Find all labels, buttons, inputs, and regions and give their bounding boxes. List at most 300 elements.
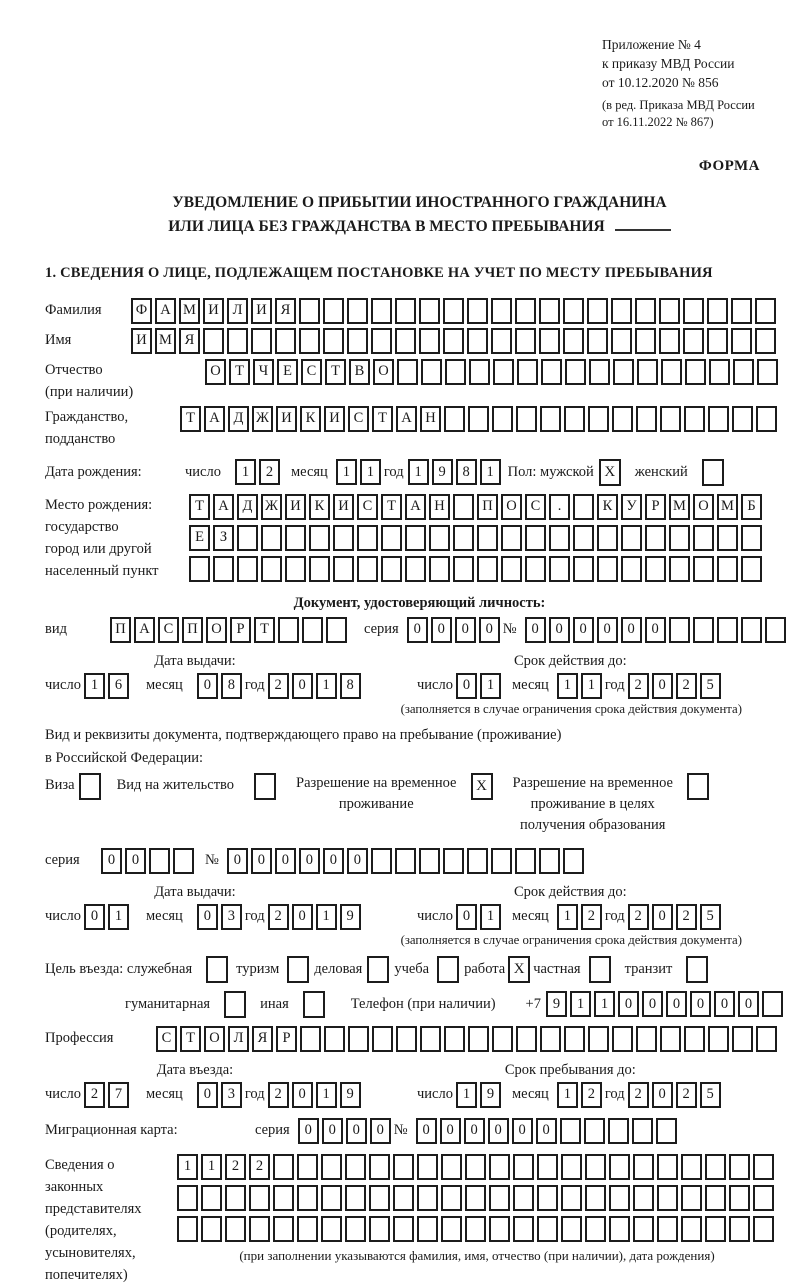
char-box[interactable] — [345, 1185, 366, 1211]
char-box[interactable]: В — [349, 359, 370, 385]
char-box[interactable]: И — [324, 406, 345, 432]
char-box[interactable] — [381, 556, 402, 582]
char-box[interactable] — [549, 556, 570, 582]
char-box[interactable] — [371, 328, 392, 354]
char-box[interactable] — [177, 1185, 198, 1211]
char-box[interactable]: 1 — [108, 904, 129, 930]
char-box[interactable] — [501, 556, 522, 582]
char-box[interactable] — [309, 556, 330, 582]
char-box[interactable] — [729, 1154, 750, 1180]
char-box[interactable]: Р — [276, 1026, 297, 1052]
purpose-official-checkbox[interactable] — [206, 956, 228, 983]
char-box[interactable] — [465, 1185, 486, 1211]
char-box[interactable] — [393, 1154, 414, 1180]
char-box[interactable]: 0 — [227, 848, 248, 874]
char-box[interactable] — [397, 359, 418, 385]
char-box[interactable] — [444, 406, 465, 432]
char-box[interactable] — [659, 328, 680, 354]
char-box[interactable]: 0 — [101, 848, 122, 874]
char-box[interactable] — [683, 328, 704, 354]
purpose-transit-checkbox[interactable] — [686, 956, 708, 983]
char-box[interactable] — [637, 359, 658, 385]
char-box[interactable] — [321, 1154, 342, 1180]
char-box[interactable] — [203, 328, 224, 354]
char-box[interactable]: 2 — [628, 1082, 649, 1108]
char-box[interactable] — [467, 848, 488, 874]
char-box[interactable] — [227, 328, 248, 354]
char-box[interactable] — [302, 617, 323, 643]
char-box[interactable]: 2 — [268, 1082, 289, 1108]
char-box[interactable] — [756, 1026, 777, 1052]
char-box[interactable]: 1 — [201, 1154, 222, 1180]
male-checkbox[interactable]: X — [599, 459, 621, 486]
char-box[interactable]: Т — [180, 1026, 201, 1052]
char-box[interactable]: 0 — [125, 848, 146, 874]
char-box[interactable] — [441, 1154, 462, 1180]
char-box[interactable] — [732, 406, 753, 432]
char-box[interactable] — [371, 848, 392, 874]
char-box[interactable]: О — [205, 359, 226, 385]
char-box[interactable] — [444, 1026, 465, 1052]
char-box[interactable]: Ч — [253, 359, 274, 385]
char-box[interactable] — [762, 991, 783, 1017]
char-box[interactable]: 1 — [316, 673, 337, 699]
char-box[interactable]: 0 — [618, 991, 639, 1017]
char-box[interactable] — [561, 1185, 582, 1211]
temp-residence-edu-checkbox[interactable] — [687, 773, 709, 800]
char-box[interactable]: 0 — [549, 617, 570, 643]
char-box[interactable] — [492, 406, 513, 432]
char-box[interactable]: 9 — [546, 991, 567, 1017]
char-box[interactable] — [636, 406, 657, 432]
char-box[interactable] — [275, 328, 296, 354]
char-box[interactable]: 0 — [292, 673, 313, 699]
char-box[interactable] — [756, 406, 777, 432]
char-box[interactable] — [573, 525, 594, 551]
char-box[interactable] — [489, 1154, 510, 1180]
char-box[interactable] — [515, 848, 536, 874]
char-box[interactable]: Т — [372, 406, 393, 432]
char-box[interactable] — [657, 1185, 678, 1211]
char-box[interactable] — [453, 525, 474, 551]
char-box[interactable] — [273, 1216, 294, 1242]
char-box[interactable]: 0 — [416, 1118, 437, 1144]
char-box[interactable]: А — [134, 617, 155, 643]
char-box[interactable]: 5 — [700, 1082, 721, 1108]
char-box[interactable] — [393, 1216, 414, 1242]
char-box[interactable]: 0 — [652, 904, 673, 930]
char-box[interactable] — [741, 556, 762, 582]
char-box[interactable]: П — [182, 617, 203, 643]
char-box[interactable] — [693, 556, 714, 582]
char-box[interactable] — [693, 617, 714, 643]
char-box[interactable]: 0 — [456, 673, 477, 699]
char-box[interactable] — [753, 1216, 774, 1242]
char-box[interactable] — [539, 298, 560, 324]
char-box[interactable]: 0 — [525, 617, 546, 643]
char-box[interactable] — [621, 556, 642, 582]
char-box[interactable] — [741, 525, 762, 551]
char-box[interactable] — [477, 556, 498, 582]
char-box[interactable]: К — [300, 406, 321, 432]
char-box[interactable] — [588, 406, 609, 432]
char-box[interactable] — [539, 848, 560, 874]
char-box[interactable]: Д — [237, 494, 258, 520]
char-box[interactable] — [755, 328, 776, 354]
char-box[interactable] — [357, 556, 378, 582]
char-box[interactable]: К — [309, 494, 330, 520]
char-box[interactable]: О — [501, 494, 522, 520]
char-box[interactable] — [492, 1026, 513, 1052]
char-box[interactable] — [333, 556, 354, 582]
female-checkbox[interactable] — [702, 459, 724, 486]
char-box[interactable] — [733, 359, 754, 385]
char-box[interactable] — [369, 1154, 390, 1180]
char-box[interactable]: 2 — [676, 1082, 697, 1108]
char-box[interactable]: Я — [252, 1026, 273, 1052]
char-box[interactable]: У — [621, 494, 642, 520]
char-box[interactable]: П — [477, 494, 498, 520]
char-box[interactable] — [741, 617, 762, 643]
char-box[interactable]: 1 — [336, 459, 357, 485]
char-box[interactable] — [249, 1216, 270, 1242]
char-box[interactable] — [585, 1185, 606, 1211]
char-box[interactable]: Е — [189, 525, 210, 551]
char-box[interactable] — [309, 525, 330, 551]
char-box[interactable]: 1 — [594, 991, 615, 1017]
char-box[interactable] — [285, 556, 306, 582]
char-box[interactable] — [585, 1154, 606, 1180]
char-box[interactable]: 0 — [251, 848, 272, 874]
char-box[interactable] — [348, 1026, 369, 1052]
char-box[interactable]: С — [525, 494, 546, 520]
char-box[interactable] — [321, 1216, 342, 1242]
char-box[interactable]: 0 — [652, 673, 673, 699]
char-box[interactable]: 0 — [346, 1118, 367, 1144]
char-box[interactable] — [225, 1216, 246, 1242]
char-box[interactable]: 0 — [197, 673, 218, 699]
char-box[interactable] — [300, 1026, 321, 1052]
char-box[interactable] — [707, 298, 728, 324]
char-box[interactable]: 2 — [676, 904, 697, 930]
char-box[interactable]: 1 — [581, 673, 602, 699]
char-box[interactable] — [645, 525, 666, 551]
char-box[interactable] — [513, 1154, 534, 1180]
char-box[interactable]: 1 — [316, 904, 337, 930]
char-box[interactable]: 0 — [456, 904, 477, 930]
char-box[interactable] — [417, 1185, 438, 1211]
temp-residence-checkbox[interactable]: X — [471, 773, 493, 800]
char-box[interactable]: Я — [275, 298, 296, 324]
char-box[interactable]: 5 — [700, 673, 721, 699]
char-box[interactable] — [468, 406, 489, 432]
char-box[interactable] — [611, 328, 632, 354]
char-box[interactable]: Т — [325, 359, 346, 385]
char-box[interactable] — [660, 1026, 681, 1052]
char-box[interactable]: Т — [381, 494, 402, 520]
char-box[interactable] — [251, 328, 272, 354]
char-box[interactable] — [419, 298, 440, 324]
char-box[interactable]: С — [348, 406, 369, 432]
char-box[interactable] — [491, 328, 512, 354]
char-box[interactable]: К — [597, 494, 618, 520]
char-box[interactable] — [443, 328, 464, 354]
char-box[interactable] — [657, 1154, 678, 1180]
char-box[interactable]: Р — [230, 617, 251, 643]
char-box[interactable]: И — [285, 494, 306, 520]
char-box[interactable]: 0 — [690, 991, 711, 1017]
char-box[interactable]: 2 — [628, 904, 649, 930]
char-box[interactable]: 0 — [666, 991, 687, 1017]
char-box[interactable] — [357, 525, 378, 551]
char-box[interactable]: 9 — [432, 459, 453, 485]
char-box[interactable]: 2 — [84, 1082, 105, 1108]
char-box[interactable]: 0 — [370, 1118, 391, 1144]
char-box[interactable]: 1 — [557, 904, 578, 930]
char-box[interactable] — [660, 406, 681, 432]
char-box[interactable]: 0 — [642, 991, 663, 1017]
char-box[interactable]: 1 — [570, 991, 591, 1017]
char-box[interactable]: И — [131, 328, 152, 354]
char-box[interactable] — [467, 298, 488, 324]
char-box[interactable] — [609, 1185, 630, 1211]
char-box[interactable] — [453, 494, 474, 520]
char-box[interactable]: 0 — [197, 1082, 218, 1108]
char-box[interactable] — [299, 298, 320, 324]
char-box[interactable] — [753, 1154, 774, 1180]
char-box[interactable] — [513, 1216, 534, 1242]
char-box[interactable] — [585, 1216, 606, 1242]
char-box[interactable] — [561, 1216, 582, 1242]
char-box[interactable] — [609, 1154, 630, 1180]
char-box[interactable] — [372, 1026, 393, 1052]
char-box[interactable]: 0 — [597, 617, 618, 643]
char-box[interactable]: М — [179, 298, 200, 324]
purpose-work-checkbox[interactable]: X — [508, 956, 530, 983]
char-box[interactable]: 0 — [488, 1118, 509, 1144]
char-box[interactable]: 0 — [197, 904, 218, 930]
char-box[interactable] — [525, 556, 546, 582]
char-box[interactable] — [684, 1026, 705, 1052]
char-box[interactable]: 2 — [225, 1154, 246, 1180]
char-box[interactable] — [669, 556, 690, 582]
char-box[interactable] — [717, 617, 738, 643]
char-box[interactable]: 0 — [464, 1118, 485, 1144]
char-box[interactable] — [681, 1154, 702, 1180]
char-box[interactable] — [491, 298, 512, 324]
char-box[interactable] — [645, 556, 666, 582]
char-box[interactable] — [381, 525, 402, 551]
char-box[interactable] — [393, 1185, 414, 1211]
visa-checkbox[interactable] — [79, 773, 101, 800]
char-box[interactable]: 0 — [652, 1082, 673, 1108]
purpose-private-checkbox[interactable] — [589, 956, 611, 983]
char-box[interactable]: А — [396, 406, 417, 432]
char-box[interactable] — [345, 1216, 366, 1242]
char-box[interactable] — [324, 1026, 345, 1052]
char-box[interactable] — [525, 525, 546, 551]
char-box[interactable] — [633, 1154, 654, 1180]
char-box[interactable] — [323, 328, 344, 354]
char-box[interactable] — [477, 525, 498, 551]
char-box[interactable] — [516, 406, 537, 432]
char-box[interactable]: И — [203, 298, 224, 324]
char-box[interactable]: О — [373, 359, 394, 385]
char-box[interactable] — [297, 1185, 318, 1211]
char-box[interactable] — [489, 1185, 510, 1211]
char-box[interactable] — [419, 848, 440, 874]
char-box[interactable] — [609, 1216, 630, 1242]
char-box[interactable]: 2 — [581, 904, 602, 930]
char-box[interactable] — [705, 1216, 726, 1242]
char-box[interactable]: 1 — [480, 459, 501, 485]
char-box[interactable] — [708, 1026, 729, 1052]
char-box[interactable] — [468, 1026, 489, 1052]
char-box[interactable]: 2 — [628, 673, 649, 699]
char-box[interactable] — [731, 298, 752, 324]
char-box[interactable] — [421, 359, 442, 385]
char-box[interactable] — [443, 298, 464, 324]
char-box[interactable] — [149, 848, 170, 874]
char-box[interactable] — [573, 556, 594, 582]
char-box[interactable] — [633, 1185, 654, 1211]
char-box[interactable]: 3 — [221, 904, 242, 930]
char-box[interactable] — [261, 556, 282, 582]
char-box[interactable]: 0 — [84, 904, 105, 930]
char-box[interactable] — [417, 1216, 438, 1242]
char-box[interactable] — [405, 556, 426, 582]
char-box[interactable] — [636, 1026, 657, 1052]
char-box[interactable]: 7 — [108, 1082, 129, 1108]
char-box[interactable]: Т — [229, 359, 250, 385]
char-box[interactable]: 1 — [177, 1154, 198, 1180]
char-box[interactable] — [608, 1118, 629, 1144]
char-box[interactable] — [347, 328, 368, 354]
char-box[interactable] — [323, 298, 344, 324]
char-box[interactable]: 0 — [292, 1082, 313, 1108]
char-box[interactable]: Т — [180, 406, 201, 432]
char-box[interactable] — [491, 848, 512, 874]
char-box[interactable]: 2 — [259, 459, 280, 485]
char-box[interactable] — [560, 1118, 581, 1144]
char-box[interactable] — [693, 525, 714, 551]
char-box[interactable] — [573, 494, 594, 520]
char-box[interactable]: 0 — [645, 617, 666, 643]
char-box[interactable] — [709, 359, 730, 385]
char-box[interactable] — [683, 298, 704, 324]
char-box[interactable]: П — [110, 617, 131, 643]
char-box[interactable]: 1 — [480, 673, 501, 699]
char-box[interactable] — [237, 525, 258, 551]
char-box[interactable]: 0 — [479, 617, 500, 643]
char-box[interactable]: Л — [227, 298, 248, 324]
char-box[interactable]: 9 — [340, 1082, 361, 1108]
char-box[interactable]: А — [405, 494, 426, 520]
char-box[interactable] — [757, 359, 778, 385]
char-box[interactable] — [443, 848, 464, 874]
char-box[interactable]: Р — [645, 494, 666, 520]
char-box[interactable]: О — [693, 494, 714, 520]
char-box[interactable]: 1 — [480, 904, 501, 930]
char-box[interactable] — [419, 328, 440, 354]
char-box[interactable] — [513, 1185, 534, 1211]
char-box[interactable] — [237, 556, 258, 582]
char-box[interactable]: Д — [228, 406, 249, 432]
char-box[interactable] — [515, 328, 536, 354]
char-box[interactable] — [429, 525, 450, 551]
char-box[interactable] — [395, 298, 416, 324]
char-box[interactable]: 0 — [323, 848, 344, 874]
char-box[interactable] — [717, 556, 738, 582]
char-box[interactable] — [564, 1026, 585, 1052]
char-box[interactable] — [613, 359, 634, 385]
char-box[interactable] — [632, 1118, 653, 1144]
char-box[interactable]: Т — [189, 494, 210, 520]
char-box[interactable]: 0 — [322, 1118, 343, 1144]
char-box[interactable]: 0 — [299, 848, 320, 874]
char-box[interactable] — [729, 1216, 750, 1242]
char-box[interactable]: 2 — [268, 673, 289, 699]
char-box[interactable]: 1 — [408, 459, 429, 485]
char-box[interactable] — [732, 1026, 753, 1052]
char-box[interactable] — [597, 525, 618, 551]
char-box[interactable]: 6 — [108, 673, 129, 699]
char-box[interactable]: Б — [741, 494, 762, 520]
char-box[interactable] — [369, 1185, 390, 1211]
char-box[interactable]: О — [204, 1026, 225, 1052]
char-box[interactable] — [708, 406, 729, 432]
char-box[interactable] — [587, 328, 608, 354]
char-box[interactable] — [684, 406, 705, 432]
purpose-humanitarian-checkbox[interactable] — [224, 991, 246, 1018]
char-box[interactable] — [453, 556, 474, 582]
char-box[interactable] — [621, 525, 642, 551]
char-box[interactable]: 0 — [512, 1118, 533, 1144]
char-box[interactable]: 0 — [431, 617, 452, 643]
char-box[interactable]: Л — [228, 1026, 249, 1052]
char-box[interactable] — [587, 298, 608, 324]
char-box[interactable] — [612, 1026, 633, 1052]
char-box[interactable]: Е — [277, 359, 298, 385]
char-box[interactable] — [681, 1216, 702, 1242]
char-box[interactable] — [656, 1118, 677, 1144]
char-box[interactable] — [177, 1216, 198, 1242]
char-box[interactable]: М — [669, 494, 690, 520]
char-box[interactable] — [705, 1185, 726, 1211]
char-box[interactable]: 1 — [84, 673, 105, 699]
char-box[interactable] — [561, 1154, 582, 1180]
char-box[interactable]: С — [156, 1026, 177, 1052]
char-box[interactable] — [541, 359, 562, 385]
char-box[interactable] — [445, 359, 466, 385]
purpose-other-checkbox[interactable] — [303, 991, 325, 1018]
char-box[interactable]: О — [206, 617, 227, 643]
char-box[interactable] — [635, 328, 656, 354]
char-box[interactable] — [173, 848, 194, 874]
char-box[interactable] — [539, 328, 560, 354]
char-box[interactable] — [565, 359, 586, 385]
char-box[interactable] — [707, 328, 728, 354]
char-box[interactable] — [515, 298, 536, 324]
char-box[interactable] — [273, 1185, 294, 1211]
char-box[interactable] — [705, 1154, 726, 1180]
char-box[interactable] — [396, 1026, 417, 1052]
char-box[interactable]: С — [158, 617, 179, 643]
char-box[interactable] — [405, 525, 426, 551]
char-box[interactable]: Ф — [131, 298, 152, 324]
char-box[interactable]: 0 — [738, 991, 759, 1017]
char-box[interactable] — [597, 556, 618, 582]
